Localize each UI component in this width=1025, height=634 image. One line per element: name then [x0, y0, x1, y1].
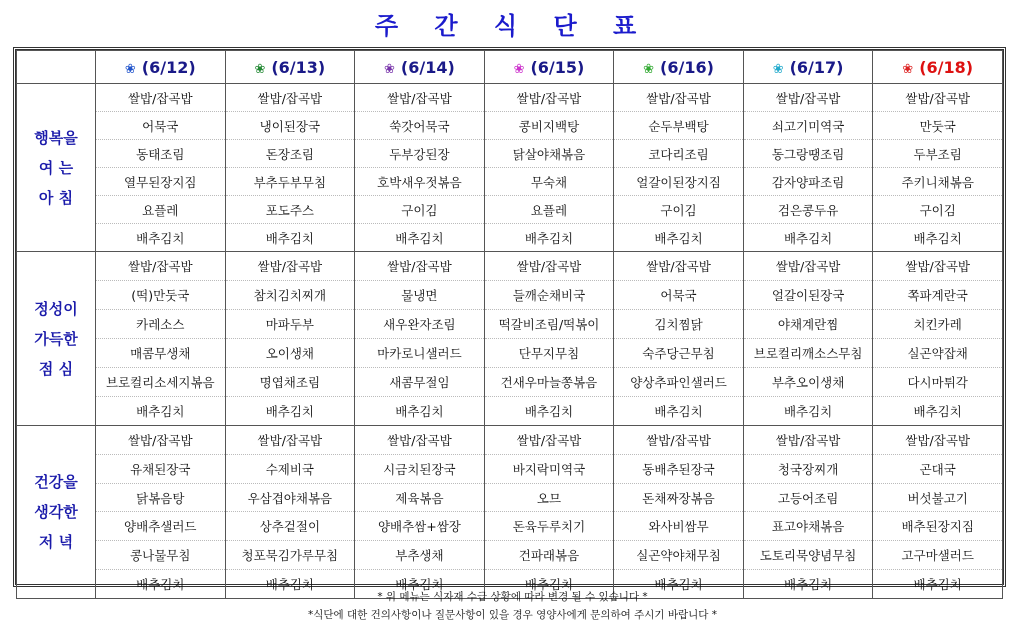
- meal-label-line: 정성이: [34, 299, 78, 318]
- flower-icon: ❀: [384, 61, 395, 77]
- meal-row: [17, 252, 1003, 426]
- footnotes: [0, 586, 1025, 622]
- menu-item: 요플레: [485, 196, 614, 224]
- menu-item: 쌀밥/잡곡밥: [355, 84, 484, 112]
- menu-item-list: [226, 84, 355, 251]
- menu-item: 배추김치: [913, 577, 962, 593]
- menu-item: 배추김치: [136, 577, 185, 593]
- menu-item-list: [96, 252, 225, 425]
- menu-item: 쌀밥/잡곡밥: [614, 84, 743, 112]
- menu-cell: [96, 252, 226, 426]
- menu-item: 호박새우젓볶음: [355, 168, 484, 196]
- menu-item: 배추김치: [136, 404, 185, 419]
- menu-item-list: [744, 84, 873, 251]
- menu-item: 어묵국: [96, 112, 225, 140]
- menu-item: 쌀밥/잡곡밥: [744, 426, 873, 455]
- menu-item-list: [614, 426, 743, 598]
- menu-item: 구이김: [873, 196, 1002, 224]
- day-header-row: [17, 51, 1003, 84]
- menu-item: 구이김: [614, 196, 743, 224]
- menu-cell: [614, 84, 744, 252]
- menu-item: 배추김치: [524, 230, 574, 246]
- menu-item: 배추된장지짐: [873, 512, 1002, 541]
- meal-label: [17, 252, 96, 426]
- menu-item: 열무된장지짐: [96, 168, 225, 196]
- menu-cell: [225, 426, 355, 599]
- menu-item: 우삼겹야채볶음: [226, 484, 355, 513]
- menu-item-list: [226, 426, 355, 598]
- menu-item: 만둣국: [873, 112, 1002, 140]
- menu-item: 수제비국: [226, 455, 355, 484]
- footnote-inquiry: *식단에 대한 건의사항이나 질문사항이 있을 경우 영양사에게 문의하여 주시기 바랍니다 *: [307, 609, 718, 621]
- menu-item: 요플레: [96, 196, 225, 224]
- menu-cell: [484, 252, 614, 426]
- menu-item: 쌀밥/잡곡밥: [485, 426, 614, 455]
- menu-item: 바지락미역국: [485, 455, 614, 484]
- menu-item: 고등어조림: [744, 484, 873, 513]
- menu-item: 돈육두루치기: [485, 512, 614, 541]
- day-label: (6/14): [400, 57, 455, 77]
- menu-item: 새우완자조림: [355, 310, 484, 339]
- menu-item: 쌀밥/잡곡밥: [614, 252, 743, 281]
- menu-cell: [484, 84, 614, 252]
- menu-item-list: [485, 426, 614, 598]
- menu-item: 시금치된장국: [355, 455, 484, 484]
- menu-item: 매콤무생채: [96, 339, 225, 368]
- meal-label-line: 생각한: [34, 503, 78, 521]
- menu-item-list: [614, 84, 743, 251]
- menu-item-list: [744, 252, 873, 425]
- menu-item: 물냉면: [355, 281, 484, 310]
- menu-item: 실곤약잡채: [873, 339, 1002, 368]
- menu-item: 숙주당근무침: [614, 339, 743, 368]
- menu-item-list: [355, 252, 484, 425]
- menu-item: 배추김치: [265, 230, 314, 246]
- menu-item: 쌀밥/잡곡밥: [355, 426, 484, 455]
- menu-item: 실곤약야채무침: [614, 541, 743, 570]
- menu-item: 상추겉절이: [226, 512, 355, 541]
- menu-item: 단무지무침: [485, 339, 614, 368]
- menu-item: 배추김치: [524, 404, 574, 419]
- menu-item: 쌀밥/잡곡밥: [485, 252, 614, 281]
- menu-cell: [873, 84, 1003, 252]
- menu-item: 양상추파인샐러드: [614, 368, 743, 397]
- menu-item: 배추김치: [654, 577, 703, 593]
- menu-item: 쌀밥/잡곡밥: [96, 252, 225, 281]
- flower-icon: ❀: [254, 61, 266, 77]
- menu-item: 들깨순채비국: [485, 281, 614, 310]
- menu-item: 도토리묵양념무침: [744, 541, 873, 570]
- menu-item: 배추김치: [395, 230, 444, 246]
- day-header: [225, 51, 355, 84]
- menu-cell: [225, 252, 355, 426]
- meal-label-line: 건강을: [34, 473, 78, 491]
- menu-item: 동배추된장국: [614, 455, 743, 484]
- menu-item: 양배추쌈+쌈장: [355, 512, 484, 541]
- menu-item: 유채된장국: [96, 455, 225, 484]
- menu-item: 와사비쌈무: [614, 512, 743, 541]
- menu-item: 감자양파조림: [744, 168, 873, 196]
- footnote-change: * 위 메뉴는 식자재 수급 상황에 따라 변경 될 수 있습니다 *: [377, 591, 648, 603]
- meal-label-line: 여 는: [38, 158, 74, 177]
- menu-item-list: [485, 252, 614, 425]
- menu-item: 쌀밥/잡곡밥: [226, 426, 355, 455]
- menu-item: 배추김치: [783, 404, 833, 419]
- menu-item: 콩비지백탕: [485, 112, 614, 140]
- menu-item: 건파래볶음: [485, 541, 614, 570]
- menu-item: 제육볶음: [355, 484, 484, 513]
- meal-label-line: 저 녁: [38, 533, 74, 551]
- menu-item-list: [96, 84, 225, 251]
- menu-cell: [225, 84, 355, 252]
- menu-cell: [743, 426, 873, 599]
- menu-item: 어묵국: [614, 281, 743, 310]
- menu-item: 김치찜닭: [614, 310, 743, 339]
- menu-item: 무숙채: [485, 168, 614, 196]
- menu-cell: [743, 84, 873, 252]
- menu-item: 닭볶음탕: [96, 484, 225, 513]
- menu-cell: [96, 84, 226, 252]
- menu-item: 얼갈이된장국: [744, 281, 873, 310]
- meal-label-line: 가득한: [34, 329, 78, 348]
- menu-item: 쌀밥/잡곡밥: [744, 84, 873, 112]
- menu-item-list: [873, 426, 1002, 598]
- menu-item: 표고야채볶음: [744, 512, 873, 541]
- corner-cell: [17, 51, 96, 84]
- day-label: (6/13): [271, 57, 326, 77]
- flower-icon: ❀: [513, 61, 525, 77]
- menu-item: 배추김치: [136, 230, 185, 246]
- menu-item: 검은콩두유: [744, 196, 873, 224]
- weekly-menu-table: [16, 50, 1003, 599]
- menu-item: 배추김치: [265, 577, 314, 593]
- menu-item-list: [873, 84, 1002, 251]
- menu-item: 배추김치: [524, 577, 574, 593]
- menu-item-list: [355, 426, 484, 598]
- menu-item: 쌀밥/잡곡밥: [873, 252, 1002, 281]
- menu-item: 떡갈비조림/떡볶이: [485, 310, 614, 339]
- menu-item: 쌀밥/잡곡밥: [96, 426, 225, 455]
- day-header: [614, 51, 744, 84]
- menu-cell: [355, 252, 485, 426]
- menu-cell: [355, 426, 485, 599]
- menu-item: 부추오이생채: [744, 368, 873, 397]
- day-header: [484, 51, 614, 84]
- meal-label-line: 행복을: [34, 128, 78, 147]
- menu-cell: [484, 426, 614, 599]
- menu-item: 다시마튀각: [873, 368, 1002, 397]
- menu-item-list: [355, 84, 484, 251]
- menu-item: 동그랑땡조림: [744, 140, 873, 168]
- menu-item: (떡)만둣국: [96, 281, 225, 310]
- menu-item: 돈장조림: [226, 140, 355, 168]
- menu-item: 배추김치: [654, 230, 703, 246]
- meal-label-line: 아 침: [38, 188, 74, 207]
- flower-icon: ❀: [124, 61, 136, 77]
- menu-item-list: [744, 426, 873, 598]
- meal-label: [17, 84, 96, 252]
- menu-item: 배추김치: [913, 404, 962, 419]
- menu-item: 쌀밥/잡곡밥: [744, 252, 873, 281]
- meal-row: [17, 426, 1003, 599]
- menu-item: 카레소스: [96, 310, 225, 339]
- menu-item: 오이생채: [226, 339, 355, 368]
- menu-item: 쌀밥/잡곡밥: [873, 84, 1002, 112]
- menu-item: 콩나물무침: [96, 541, 225, 570]
- menu-item: 마카로니샐러드: [355, 339, 484, 368]
- menu-item: 새콤무절임: [355, 368, 484, 397]
- menu-item: 배추김치: [913, 230, 962, 246]
- day-label: (6/16): [660, 57, 714, 77]
- menu-item: 돈채짜장볶음: [614, 484, 743, 513]
- menu-item-list: [96, 426, 225, 598]
- menu-item: 곤대국: [873, 455, 1002, 484]
- menu-item: 청국장찌개: [744, 455, 873, 484]
- menu-item-list: [873, 252, 1002, 425]
- menu-item: 얼갈이된장지짐: [614, 168, 743, 196]
- day-header: [355, 51, 485, 84]
- menu-item: 치킨카레: [873, 310, 1002, 339]
- menu-item: 두부조림: [873, 140, 1002, 168]
- menu-item: 포도주스: [226, 196, 355, 224]
- menu-item: 순두부백탕: [614, 112, 743, 140]
- day-label: (6/12): [141, 57, 196, 77]
- menu-item: 쪽파계란국: [873, 281, 1002, 310]
- menu-cell: [614, 426, 744, 599]
- meal-label-line: 점 심: [38, 359, 74, 378]
- menu-item: 배추김치: [783, 577, 833, 593]
- menu-item-list: [614, 252, 743, 425]
- menu-cell: [873, 252, 1003, 426]
- menu-item: 배추김치: [395, 577, 444, 593]
- menu-item: 쌀밥/잡곡밥: [614, 426, 743, 455]
- menu-item: 쌀밥/잡곡밥: [96, 84, 225, 112]
- day-header: [743, 51, 873, 84]
- menu-item: 냉이된장국: [226, 112, 355, 140]
- flower-icon: ❀: [772, 61, 784, 77]
- meal-row: [17, 84, 1003, 252]
- day-label: (6/18): [919, 57, 974, 77]
- menu-cell: [614, 252, 744, 426]
- menu-item: 버섯불고기: [873, 484, 1002, 513]
- menu-item: 구이김: [355, 196, 484, 224]
- menu-item: 쌀밥/잡곡밥: [873, 426, 1002, 455]
- menu-item: 쇠고기미역국: [744, 112, 873, 140]
- menu-cell: [873, 426, 1003, 599]
- meal-label: [17, 426, 96, 599]
- menu-cell: [96, 426, 226, 599]
- menu-item: 마파두부: [226, 310, 355, 339]
- menu-item: 주키니채볶음: [873, 168, 1002, 196]
- day-header: [96, 51, 226, 84]
- menu-item: 쌀밥/잡곡밥: [226, 84, 355, 112]
- menu-item: 명엽채조림: [226, 368, 355, 397]
- menu-item: 부추두부무침: [226, 168, 355, 196]
- menu-item: 쌀밥/잡곡밥: [485, 84, 614, 112]
- menu-item: 오므: [485, 484, 614, 513]
- menu-item: 배추김치: [265, 404, 314, 419]
- menu-item: 양배추샐러드: [96, 512, 225, 541]
- menu-item: 쌀밥/잡곡밥: [355, 252, 484, 281]
- menu-item: 동태조림: [96, 140, 225, 168]
- day-label: (6/17): [789, 57, 844, 77]
- menu-item: 야채계란찜: [744, 310, 873, 339]
- menu-item: 쑥갓어묵국: [355, 112, 484, 140]
- menu-item: 두부강된장: [355, 140, 484, 168]
- menu-item: 브로컬리깨소스무침: [744, 339, 873, 368]
- menu-item-list: [226, 252, 355, 425]
- menu-cell: [743, 252, 873, 426]
- day-header-sunday: [873, 51, 1003, 84]
- menu-item: 브로컬리소세지볶음: [96, 368, 225, 397]
- menu-item: 참치김치찌개: [226, 281, 355, 310]
- menu-item: 배추김치: [783, 230, 833, 246]
- page-title: 주 간 식 단 표: [374, 12, 651, 40]
- menu-item: 배추김치: [654, 404, 703, 419]
- menu-item: 부추생채: [355, 541, 484, 570]
- menu-item: 건새우마늘쫑볶음: [485, 368, 614, 397]
- flower-icon: ❀: [902, 61, 914, 77]
- menu-item: 닭살야채볶음: [485, 140, 614, 168]
- day-label: (6/15): [530, 57, 585, 77]
- menu-item: 쌀밥/잡곡밥: [226, 252, 355, 281]
- menu-item: 배추김치: [395, 404, 444, 419]
- menu-cell: [355, 84, 485, 252]
- menu-item: 청포묵김가루무침: [226, 541, 355, 570]
- menu-item-list: [485, 84, 614, 251]
- menu-item: 고구마샐러드: [873, 541, 1002, 570]
- flower-icon: ❀: [643, 61, 655, 77]
- menu-item: 코다리조림: [614, 140, 743, 168]
